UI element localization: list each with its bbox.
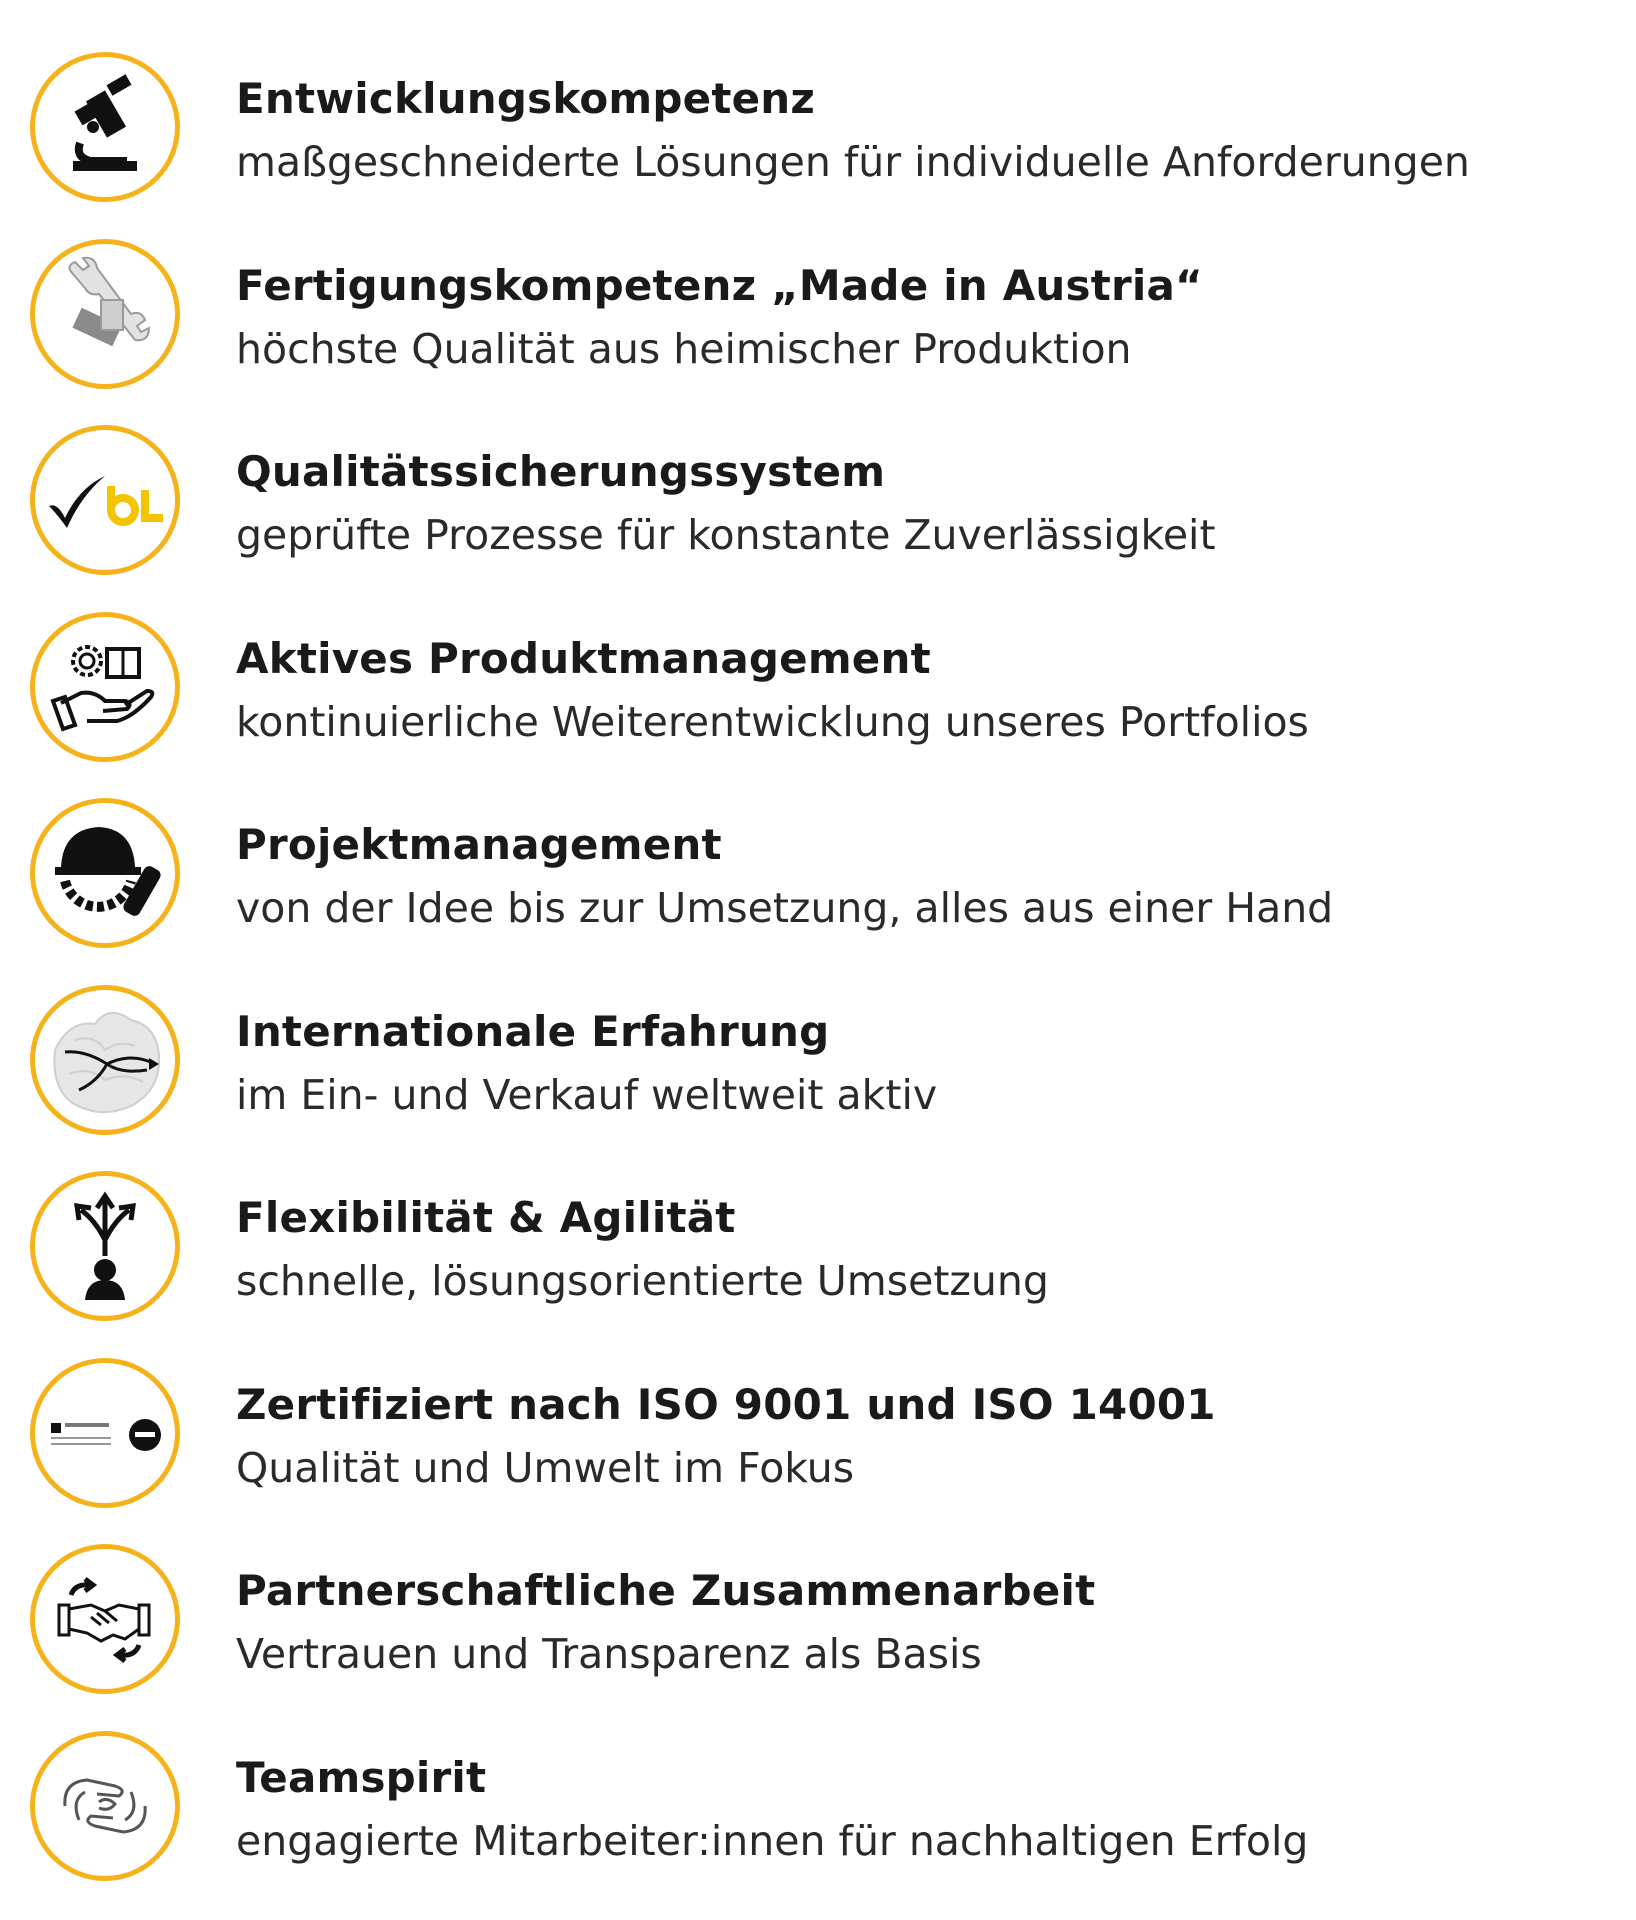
icon-badge — [30, 985, 180, 1135]
item-description: engagierte Mitarbeiter:innen für nachhaltigen Erfolg — [236, 1817, 1309, 1865]
list-item — [0, 52, 1636, 238]
icon-badge — [30, 425, 180, 575]
item-description: kontinuierliche Weiterentwicklung unseres Portfolios — [236, 698, 1309, 746]
list-item — [0, 425, 1636, 611]
item-description: Vertrauen und Transparenz als Basis — [236, 1630, 982, 1678]
item-description: geprüfte Prozesse für konstante Zuverlässigkeit — [236, 511, 1216, 559]
item-description: schnelle, lösungsorientierte Umsetzung — [236, 1257, 1049, 1305]
icon-badge — [30, 1544, 180, 1694]
item-description: von der Idee bis zur Umsetzung, alles aus einer Hand — [236, 884, 1334, 932]
list-item — [0, 1731, 1636, 1917]
checkmark-logo-icon — [35, 430, 175, 570]
person-arrows-icon — [35, 1176, 175, 1316]
item-title: Internationale Erfahrung — [236, 1007, 830, 1056]
item-title: Projektmanagement — [236, 820, 722, 869]
icon-badge — [30, 1171, 180, 1321]
handshake-icon — [35, 1549, 175, 1689]
icon-badge — [30, 1731, 180, 1881]
list-item — [0, 1544, 1636, 1730]
helmet-gear-pen-icon — [35, 803, 175, 943]
item-description: Qualität und Umwelt im Fokus — [236, 1444, 855, 1492]
list-item — [0, 1171, 1636, 1357]
icon-badge — [30, 798, 180, 948]
item-description: höchste Qualität aus heimischer Produktion — [236, 325, 1132, 373]
item-description: im Ein- und Verkauf weltweit aktiv — [236, 1071, 938, 1119]
wrench-hand-icon — [35, 244, 175, 384]
list-item — [0, 798, 1636, 984]
item-title: Partnerschaftliche Zusammenarbeit — [236, 1566, 1096, 1615]
item-title: Entwicklungskompetenz — [236, 74, 816, 123]
list-item — [0, 985, 1636, 1171]
certificate-icon — [35, 1363, 175, 1503]
item-title: Aktives Produktmanagement — [236, 634, 931, 683]
icon-badge — [30, 1358, 180, 1508]
item-title: Teamspirit — [236, 1753, 487, 1802]
icon-badge — [30, 239, 180, 389]
list-item — [0, 1358, 1636, 1544]
europe-map-arrows-icon — [35, 990, 175, 1130]
item-title: Flexibilität & Agilität — [236, 1193, 736, 1242]
item-description: maßgeschneiderte Lösungen für individuelle Anforderungen — [236, 138, 1470, 186]
icon-badge — [30, 52, 180, 202]
team-hands-icon — [35, 1736, 175, 1876]
item-title: Fertigungskompetenz „Made in Austria“ — [236, 261, 1203, 310]
item-title: Qualitätssicherungssystem — [236, 447, 886, 496]
icon-badge — [30, 612, 180, 762]
microscope-icon — [35, 57, 175, 197]
list-item — [0, 612, 1636, 798]
item-title: Zertifiziert nach ISO 9001 und ISO 14001 — [236, 1380, 1216, 1429]
list-item — [0, 239, 1636, 425]
gear-box-hand-icon — [35, 617, 175, 757]
